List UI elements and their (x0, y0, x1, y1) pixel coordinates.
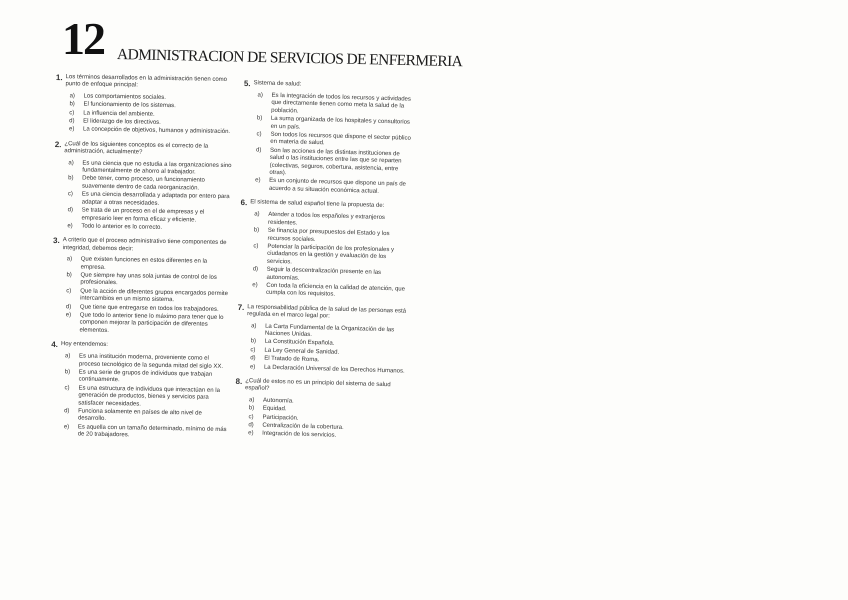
question-header (237, 304, 407, 324)
option-letter: b) (66, 272, 72, 279)
option-text: Es aquella con un tamaño determinado, mínimo de más de 20 trabajadores. (77, 424, 227, 439)
answer-option (54, 175, 234, 193)
option-text: Que la acción de diferentes grupos encargados permite intercambios en un mismo sistema. (80, 288, 229, 304)
question-number: 4. (51, 340, 59, 350)
option-text: Con toda la eficiencia en la calidad de atención, que cumpla con los requisitos. (265, 282, 406, 298)
answer-option (54, 191, 234, 209)
option-text: La Constitución Española. (264, 339, 335, 348)
option-letter: c) (67, 191, 73, 198)
question-number: 8. (235, 376, 243, 387)
question-number: 7. (237, 302, 245, 312)
option-letter: b) (253, 227, 260, 234)
option-letter: c) (66, 287, 72, 295)
option-text: Que tiene que entregarse en todos los trabajadores. (79, 304, 219, 313)
question-block (53, 141, 235, 234)
option-letter: b) (69, 101, 75, 108)
question-number: 5. (243, 79, 251, 89)
question-block (55, 74, 236, 137)
option-letter: c) (256, 131, 262, 138)
question-header (51, 341, 231, 352)
right-column (234, 80, 414, 449)
answer-option (54, 160, 234, 178)
option-text: Autonomía. (262, 397, 294, 405)
option-text: Son todos los recursos que dispone el sector público en materia de salud. (270, 131, 411, 147)
question-text: Sistema de salud: (253, 80, 302, 88)
question-number: 6. (240, 198, 248, 208)
option-text: Que todo lo anterior tiene lo máximo para tener que lo componen mejorar la participación de diferentes elementos. (79, 312, 224, 334)
option-letter: a) (65, 353, 71, 360)
option-text: Funciona solamente en países de alto nivel de desarrollo. (77, 408, 202, 423)
question-block (51, 237, 233, 337)
option-letter: e) (65, 312, 72, 319)
option-letter: a) (68, 159, 74, 166)
option-letter: e) (249, 363, 256, 371)
option-text: Debe tener, como proceso, un funcionamiento suavemente dentro de cada reorganización. (81, 175, 205, 192)
question-text: Hoy entendemos: (60, 341, 109, 349)
option-letter: d) (250, 355, 256, 362)
option-text: La Ley General de Sanidad. (264, 347, 340, 356)
answer-option (52, 288, 232, 306)
option-letter: b) (68, 175, 74, 182)
option-letter: e) (252, 282, 258, 289)
option-letter: d) (69, 118, 75, 125)
answer-option (50, 385, 230, 410)
question-header (244, 80, 414, 93)
option-letter: b) (256, 115, 263, 122)
option-text: Centralización de la cobertura. (262, 422, 344, 431)
chapter-title: ADMINISTRACION DE SERVICIOS DE ENFERMERIA (116, 46, 463, 71)
answer-option (53, 256, 233, 274)
option-text: Es una ciencia desarrollada y adaptada por entero para adaptar a otras necesidades. (81, 191, 230, 207)
question-number: 1. (55, 73, 63, 83)
option-text: Se trata de un proceso en el de empresas y el empresario leer en forma eficaz y eficiente. (81, 207, 205, 223)
option-letter: c) (248, 413, 254, 421)
answer-option (50, 424, 230, 442)
option-letter: d) (64, 408, 70, 415)
option-letter: b) (64, 369, 71, 376)
option-text: Equidad. (262, 405, 287, 413)
chapter-number: 12 (62, 13, 104, 64)
option-letter: b) (248, 405, 255, 412)
option-text: La influencia del ambiente. (83, 110, 155, 118)
option-letter: c) (253, 243, 259, 250)
option-text: Atender a todos los españoles y extranjeros residentes. (267, 212, 386, 227)
option-letter: a) (248, 397, 255, 404)
option-letter: a) (251, 322, 257, 330)
option-text: Que existen funciones en estos diferentes en la empresa. (80, 256, 208, 271)
question-header (53, 237, 233, 255)
option-letter: d) (248, 422, 254, 429)
option-letter: d) (252, 266, 259, 273)
question-block (241, 80, 414, 197)
option-text: La suma organizada de los hospitales y consultorios en un país. (270, 115, 411, 131)
answer-option (53, 207, 233, 225)
option-text: Es una institución moderna, proveniente como el proceso tecnológico de la segunda mitad del siglo XX. (78, 353, 224, 370)
option-text: Que siempre hay unas sola juntas de control de los profesionales. (80, 272, 217, 287)
option-letter: e) (248, 430, 254, 437)
question-header (56, 74, 236, 92)
option-text: Es la integración de todos los recursos y actividades que directamente tienen como meta la salud de la población. (271, 92, 412, 115)
question-text: A criterio que el proceso administrativo tiene componentes de integridad, debemos decir: (62, 237, 227, 253)
option-letter: c) (69, 109, 75, 116)
option-letter: c) (64, 385, 70, 392)
question-block (238, 199, 411, 301)
option-letter: b) (250, 338, 257, 345)
option-text: Es un conjunto de recursos que dispone un país de acuerdo a su situación económica actual. (268, 178, 406, 195)
answer-option (51, 312, 231, 337)
question-text: La responsabilidad pública de la salud de las personas está regulada en el marco legal por: (247, 303, 407, 320)
option-letter: e) (255, 177, 261, 184)
answer-option (52, 272, 232, 290)
option-letter: e) (63, 424, 70, 431)
option-text: Potenciar la participación de los profesionales y ciudadanos en la gestión y evaluación de los servicios. (266, 243, 395, 266)
question-block (234, 378, 406, 443)
left-column (50, 74, 236, 449)
question-text: Los términos desarrollados en la administración tienen como punto de enfoque principal: (65, 74, 228, 89)
question-text: El sistema de salud español tiene la propuesta de: (250, 199, 385, 210)
option-letter: d) (65, 303, 72, 310)
answer-option (51, 369, 231, 387)
answer-option (51, 353, 231, 371)
answer-option (239, 243, 410, 270)
option-letter: e) (67, 223, 73, 230)
answer-option (243, 92, 414, 119)
option-text: La concepción de objetivos, humanos y administración. (82, 126, 231, 136)
option-text: Los comportamientos sociales. (83, 93, 167, 101)
option-letter: d) (255, 147, 262, 154)
option-letter: d) (67, 207, 74, 214)
option-text: Son las acciones de las distintas instituciones de salud o las instituciones entre las que se reparten (colectivas, seguros, cobertura, asistencia, entre otras). (269, 147, 402, 177)
option-letter: a) (257, 92, 264, 99)
option-text: Participación. (262, 414, 299, 422)
answer-option (50, 408, 230, 426)
question-header (235, 378, 405, 398)
question-block (236, 304, 408, 376)
answer-option (241, 147, 412, 181)
option-text: La Declaración Universal de los Derechos Humanos. (263, 364, 405, 375)
question-header (55, 141, 235, 159)
question-block (50, 341, 232, 442)
option-letter: a) (66, 256, 73, 263)
question-text: ¿Cuál de estos no es un principio del sistema de salud español? (244, 378, 391, 393)
option-text: Todo lo anterior es lo correcto. (81, 223, 163, 231)
option-text: El funcionamiento de los sistemas. (83, 101, 176, 110)
question-text: ¿Cuál de los siguientes conceptos es el correcto de la administración, actualmente? (64, 141, 209, 156)
option-text: Integración de los servicios. (262, 431, 337, 440)
option-text: La Carta Fundamental de la Organización de las Naciones Unidas. (264, 323, 395, 338)
option-text: Es una serie de grupos de individuos que trabajan continuamente. (78, 369, 213, 384)
question-number: 3. (53, 236, 60, 246)
question-number: 2. (54, 139, 62, 149)
option-text: Seguir la descentralización presente en las autonomías. (266, 266, 382, 282)
option-letter: c) (250, 347, 256, 354)
option-letter: e) (68, 126, 75, 133)
option-text: Es una ciencia que no estudia a las organizaciones sino fundamentalmente de ahorro al trabajador. (82, 160, 232, 176)
option-text: Se financia por presupuestos del Estado y los recursos sociales. (267, 227, 390, 243)
option-text: El Tratado de Roma. (264, 355, 320, 364)
option-letter: a) (69, 93, 76, 100)
question-header (240, 199, 410, 212)
option-text: Es una estructura de individuos que interactúan en la generación de productos, bienes y servicios para satisfacer necesidades. (78, 385, 220, 408)
option-letter: a) (254, 211, 260, 218)
option-text: El liderazgo de los directivos. (83, 118, 161, 126)
